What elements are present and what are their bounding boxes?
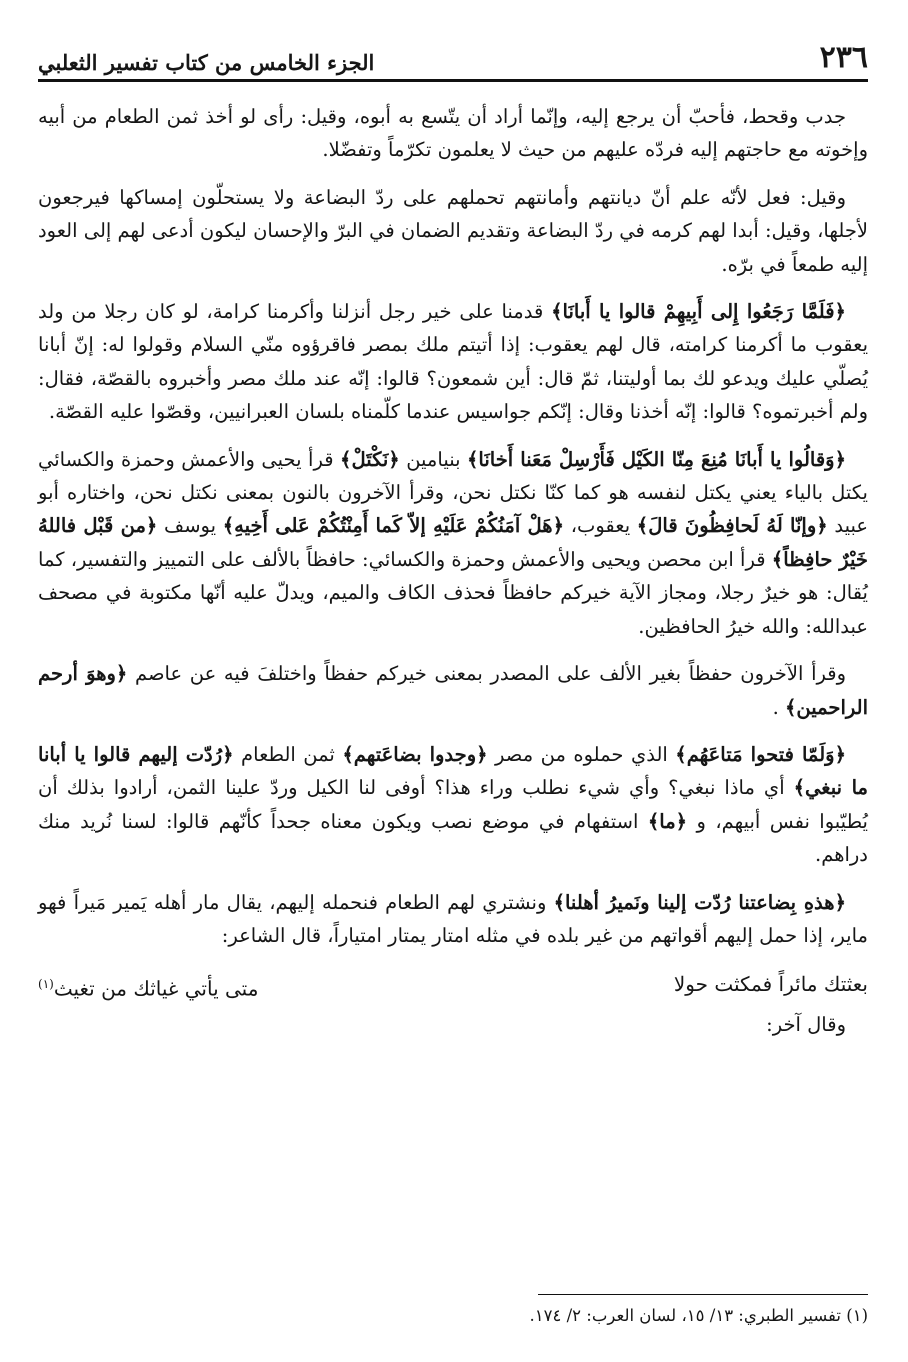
paragraph — [38, 443, 868, 643]
quran-verse: ﴿فَلَمَّا رَجَعُوا إِلى أَبِيهِمْ قالوا يا أَبانَا﴾ — [551, 300, 846, 324]
quran-verse: ﴿وَقالُوا يا أَبانَا مُنِعَ مِنّا الكَيْل فَأَرْسِلْ مَعَنا أَخانَا﴾ — [467, 447, 846, 471]
quran-verse: ﴿وهوَ أرحم الراحمين﴾ — [38, 662, 868, 719]
paragraph-text: ثمن الطعام — [233, 742, 343, 766]
paragraph-text: استفهام في موضع نصب ويكون معناه جحداً كأنّهم قالوا: لسنا نُريد منك دراهم. — [38, 809, 868, 867]
footnote: (١) تفسير الطبري: ١٣/ ١٥، لسان العرب: ٢/ ١٧٤. — [529, 1306, 868, 1325]
page-number: ٢٣٦ — [819, 40, 868, 75]
paragraph — [38, 295, 868, 429]
paragraph-text: أي ماذا نبغي؟ وأي شيء نطلب وراء هذا؟ أوفى لنا الكيل وردّ علينا الثمن، أرادوا بذلك أن يُطيّبوا نفس أبيهم، و — [38, 776, 868, 833]
quran-verse: ﴿وإنّا لَهُ لَحافِظُونَ قالَ﴾ — [636, 514, 828, 538]
quran-verse: ﴿هَلْ آمَنُكُمْ عَلَيْهِ إلاّ كَما أَمِنْتُكُمْ عَلى أَخِيهِ﴾ — [222, 514, 565, 538]
quran-verse: ﴿من قَبْل فاللهُ خَيْرٌ حافِظاً﴾ — [38, 514, 868, 571]
quran-verse: ﴿وَلَمّا فتحوا مَتاعَهُم﴾ — [675, 742, 846, 766]
paragraph-text: يعقوب، — [564, 514, 637, 538]
running-title: الجزء الخامس من كتاب تفسير الثعلبي — [38, 50, 375, 75]
poem-verse — [38, 966, 868, 1007]
paragraph-text: قرأ يحيى والأعمش وحمزة والكسائي يكتل بالياء يعني يكتل لنفسه هو كما كنّا نكتل نحن، وقرأ الآخرون بالنون بمعنى نكتل نحن، واختاره أبو عبيد — [38, 447, 868, 538]
paragraphs — [38, 100, 868, 952]
paragraph-text: الذي حملوه من مصر — [487, 742, 676, 766]
paragraph-text: . — [772, 695, 785, 719]
poem-first-hemistich-text: بعثتك مائراً فمكثت حولا — [673, 972, 868, 997]
poem-second-hemistich-text: متى يأتي غياثك من تغيث — [53, 977, 259, 1001]
quran-verse: ﴿نَكْتَلْ﴾ — [340, 447, 400, 471]
paragraph — [38, 657, 868, 724]
paragraph — [38, 181, 868, 281]
footnote-marker: (١) — [38, 977, 54, 992]
paragraph — [38, 886, 868, 953]
paragraph-text: قرأ ابن محصن ويحيى والأعمش وحمزة والكسائي: حافظاً بالألف على التمييز والتفسير، كما يُقال: هو خيرٌ رجلا، ومجاز الآية خيركم حافظاً فحذف الكاف والميم، ويدلّ عليه أنّها مكتوبة في مصحف عبدالله: والله خيرُ الحافظين. — [38, 547, 868, 638]
paragraph-text: ونشتري لهم الطعام فنحمله إليهم، يقال مار أهله يَمير مَيراً فهو ماير، إذا حمل إليهم أقواتهم من غير بلده في مثله امتار يمتار امتياراً، قال الشاعر: — [38, 890, 868, 947]
quran-verse: ﴿وجدوا بضاعَتهم﴾ — [342, 742, 488, 766]
paragraph-text: قدمنا على خير رجل أنزلنا وأكرمنا كرامة، لو كان رجلا من ولد يعقوب ما أكرمنا كرامته، قال لهم يعقوب: إذا أتيتم ملك بمصر فاقرؤوه منّي السلام وقولوا له: إنّ أبانا يُصلّي عليك ويدعو لك بما أوليتنا، ثمّ قال: أين شمعون؟ قالوا: إنّه عند ملك مصر وأخبروه بالقصّة، فقال: ولم أخبرتموه؟ قالوا: إنّه أخذنا وقال: إنّكم جواسيس عندما كلّمناه بلسان العبرانيين، وقصّوا عليه القصّة. — [38, 300, 868, 424]
running-header — [38, 34, 868, 82]
paragraph-text: يوسف — [157, 514, 223, 538]
paragraph — [38, 738, 868, 872]
after-poem-line: وقال آخر: — [766, 1013, 846, 1036]
paragraph — [38, 100, 868, 167]
footnote-divider — [538, 1294, 868, 1295]
poem-second-hemistich — [38, 966, 258, 1007]
poem-first-hemistich — [674, 966, 868, 1007]
quran-verse: ﴿هذهِ بِضاعتنا رُدّت إلينا ونَميرُ أهلنا﴾ — [553, 890, 846, 914]
quran-verse: ﴿ما﴾ — [647, 809, 688, 833]
paragraph-text: وقرأ الآخرون حفظاً بغير الألف على المصدر بمعنى خيركم حفظاً واختلفَ فيه عن عاصم — [127, 662, 846, 686]
quran-verse: ﴿رُدّت إليهم قالوا يا أبانا ما نبغي﴾ — [38, 742, 869, 800]
paragraph-text: بنيامين — [399, 447, 467, 471]
paragraph-text: وقيل: فعل لأنّه علم أنّ ديانتهم وأمانتهم تحملهم على ردّ البضاعة ولا يستحلّون إمساكها فيرجعون لأجلها، وقيل: أبدا لهم كرمه في ردّ البضاعة وتقديم الضمان في البرّ والإحسان ليكون أدعى لهم إلى العود إليه طمعاً في برّه. — [38, 185, 868, 276]
paragraph-text: جدب وقحط، فأحبّ أن يرجع إليه، وإنّما أراد أن يتّسع به أبوه، وقيل: رأى لو أخذ ثمن الطعام من أبيه وإخوته مع حاجتهم إليه فردّه عليهم من حيث لا يعلمون تكرّماً وتفضّلا. — [38, 105, 868, 162]
main-text — [38, 100, 868, 1057]
